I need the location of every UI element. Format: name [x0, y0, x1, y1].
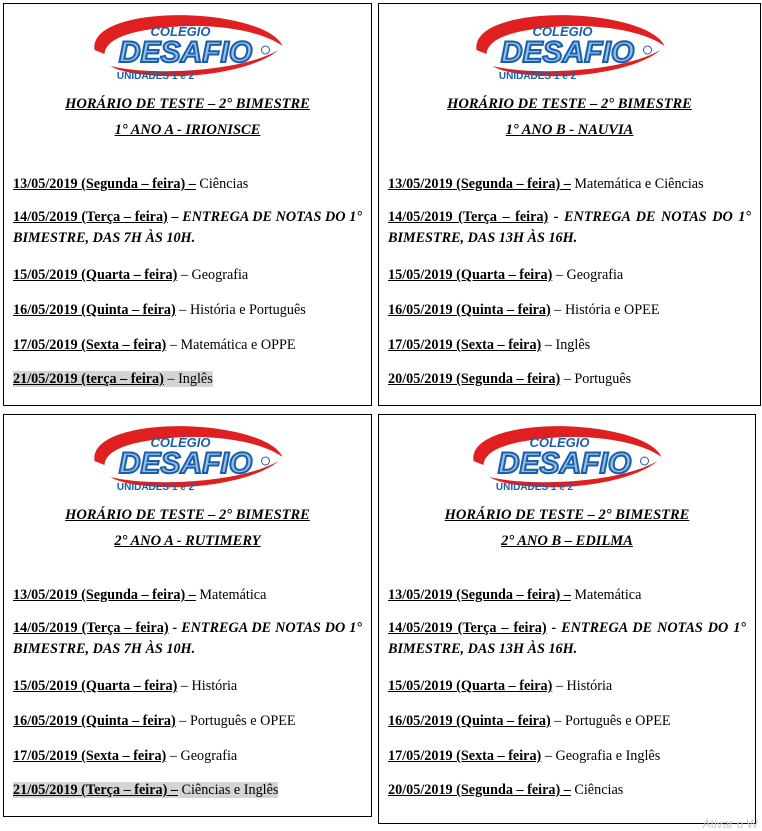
svg-text:COLÉGIO: COLÉGIO	[150, 435, 210, 450]
panel-class-name: 1° ANO A - IRIONISCE	[114, 122, 261, 138]
list-item: 16/05/2019 (Quinta – feira) – Português e OPEE	[13, 713, 296, 729]
list-item: 17/05/2019 (Sexta – feira) – Matemática e OPPE	[13, 337, 296, 353]
svg-text:DESAFIO: DESAFIO	[118, 447, 252, 480]
svg-text:COLÉGIO: COLÉGIO	[150, 24, 210, 39]
schedule-panel-1b	[378, 3, 761, 406]
colegio-desafio-logo	[470, 421, 665, 493]
list-item: 17/05/2019 (Sexta – feira) – Inglês	[388, 337, 591, 353]
schedule-panel-2a	[3, 414, 372, 817]
svg-text:COLÉGIO: COLÉGIO	[532, 24, 592, 39]
colegio-desafio-logo	[90, 10, 285, 82]
svg-text:UNIDADES 1 e 2: UNIDADES 1 e 2	[498, 71, 576, 82]
list-item: 17/05/2019 (Sexta – feira) – Geografia	[13, 748, 238, 764]
svg-text:COLÉGIO: COLÉGIO	[529, 435, 590, 450]
list-item: 14/05/2019 (Terça – feira) - ENTREGA DE NOTAS DO 1° BIMESTRE, DAS 13H ÀS 16H.	[388, 209, 751, 246]
panel-title: HORÁRIO DE TESTE – 2° BIMESTRE	[65, 507, 310, 523]
list-item: 21/05/2019 (terça – feira) – Inglês	[13, 371, 213, 387]
panel-title: HORÁRIO DE TESTE – 2° BIMESTRE	[444, 507, 690, 523]
svg-text:DESAFIO: DESAFIO	[497, 447, 632, 480]
list-item: 20/05/2019 (Segunda – feira) – Ciências	[388, 782, 624, 798]
list-item: 14/05/2019 (Terça – feira) - ENTREGA DE NOTAS DO 1° BIMESTRE, DAS 7H ÀS 10H.	[13, 620, 362, 657]
list-item: 14/05/2019 (Terça – feira) - ENTREGA DE NOTAS DO 1° BIMESTRE, DAS 13H ÀS 16H.	[388, 620, 746, 657]
list-item: 13/05/2019 (Segunda – feira) – Matemática	[388, 587, 642, 603]
svg-text:UNIDADES 1 e 2: UNIDADES 1 e 2	[116, 482, 194, 493]
list-item: 21/05/2019 (Terça – feira) – Ciências e Inglês	[13, 782, 279, 798]
activation-watermark: Ativar o W	[702, 817, 758, 831]
schedule-panel-1a	[3, 3, 372, 406]
list-item: 20/05/2019 (Segunda – feira) – Português	[388, 371, 632, 387]
list-item: 16/05/2019 (Quinta – feira) – Português e OPEE	[388, 713, 671, 729]
svg-text:UNIDADES 1 e 2: UNIDADES 1 e 2	[495, 482, 574, 493]
panel-title: HORÁRIO DE TESTE – 2° BIMESTRE	[447, 96, 692, 112]
list-item: 17/05/2019 (Sexta – feira) – Geografia e Inglês	[388, 748, 661, 764]
list-item: 15/05/2019 (Quarta – feira) – História	[13, 678, 238, 694]
schedule-panel-2b	[378, 414, 756, 824]
panel-class-name: 2° ANO B – EDILMA	[501, 533, 633, 549]
list-item: 13/05/2019 (Segunda – feira) – Matemática	[13, 587, 267, 603]
list-item: 15/05/2019 (Quarta – feira) – Geografia	[13, 267, 249, 283]
panel-class-name: 1° ANO B - NAUVIA	[505, 122, 634, 138]
panel-title: HORÁRIO DE TESTE – 2° BIMESTRE	[65, 96, 310, 112]
list-item: 13/05/2019 (Segunda – feira) – Matemática e Ciências	[388, 176, 704, 192]
svg-text:UNIDADES 1 e 2: UNIDADES 1 e 2	[116, 71, 194, 82]
panel-class-name: 2° ANO A - RUTIMERY	[114, 533, 261, 549]
colegio-desafio-logo	[90, 421, 285, 493]
svg-text:DESAFIO: DESAFIO	[500, 36, 634, 69]
colegio-desafio-logo	[472, 10, 667, 82]
list-item: 15/05/2019 (Quarta – feira) – História	[388, 678, 613, 694]
list-item: 16/05/2019 (Quinta – feira) – História e OPEE	[388, 302, 660, 318]
list-item: 14/05/2019 (Terça – feira) – ENTREGA DE NOTAS DO 1° BIMESTRE, DAS 7H ÀS 10H.	[13, 209, 362, 246]
list-item: 15/05/2019 (Quarta – feira) – Geografia	[388, 267, 624, 283]
list-item: 16/05/2019 (Quinta – feira) – História e Português	[13, 302, 306, 318]
list-item: 13/05/2019 (Segunda – feira) – Ciências	[13, 176, 249, 192]
svg-text:DESAFIO: DESAFIO	[118, 36, 252, 69]
